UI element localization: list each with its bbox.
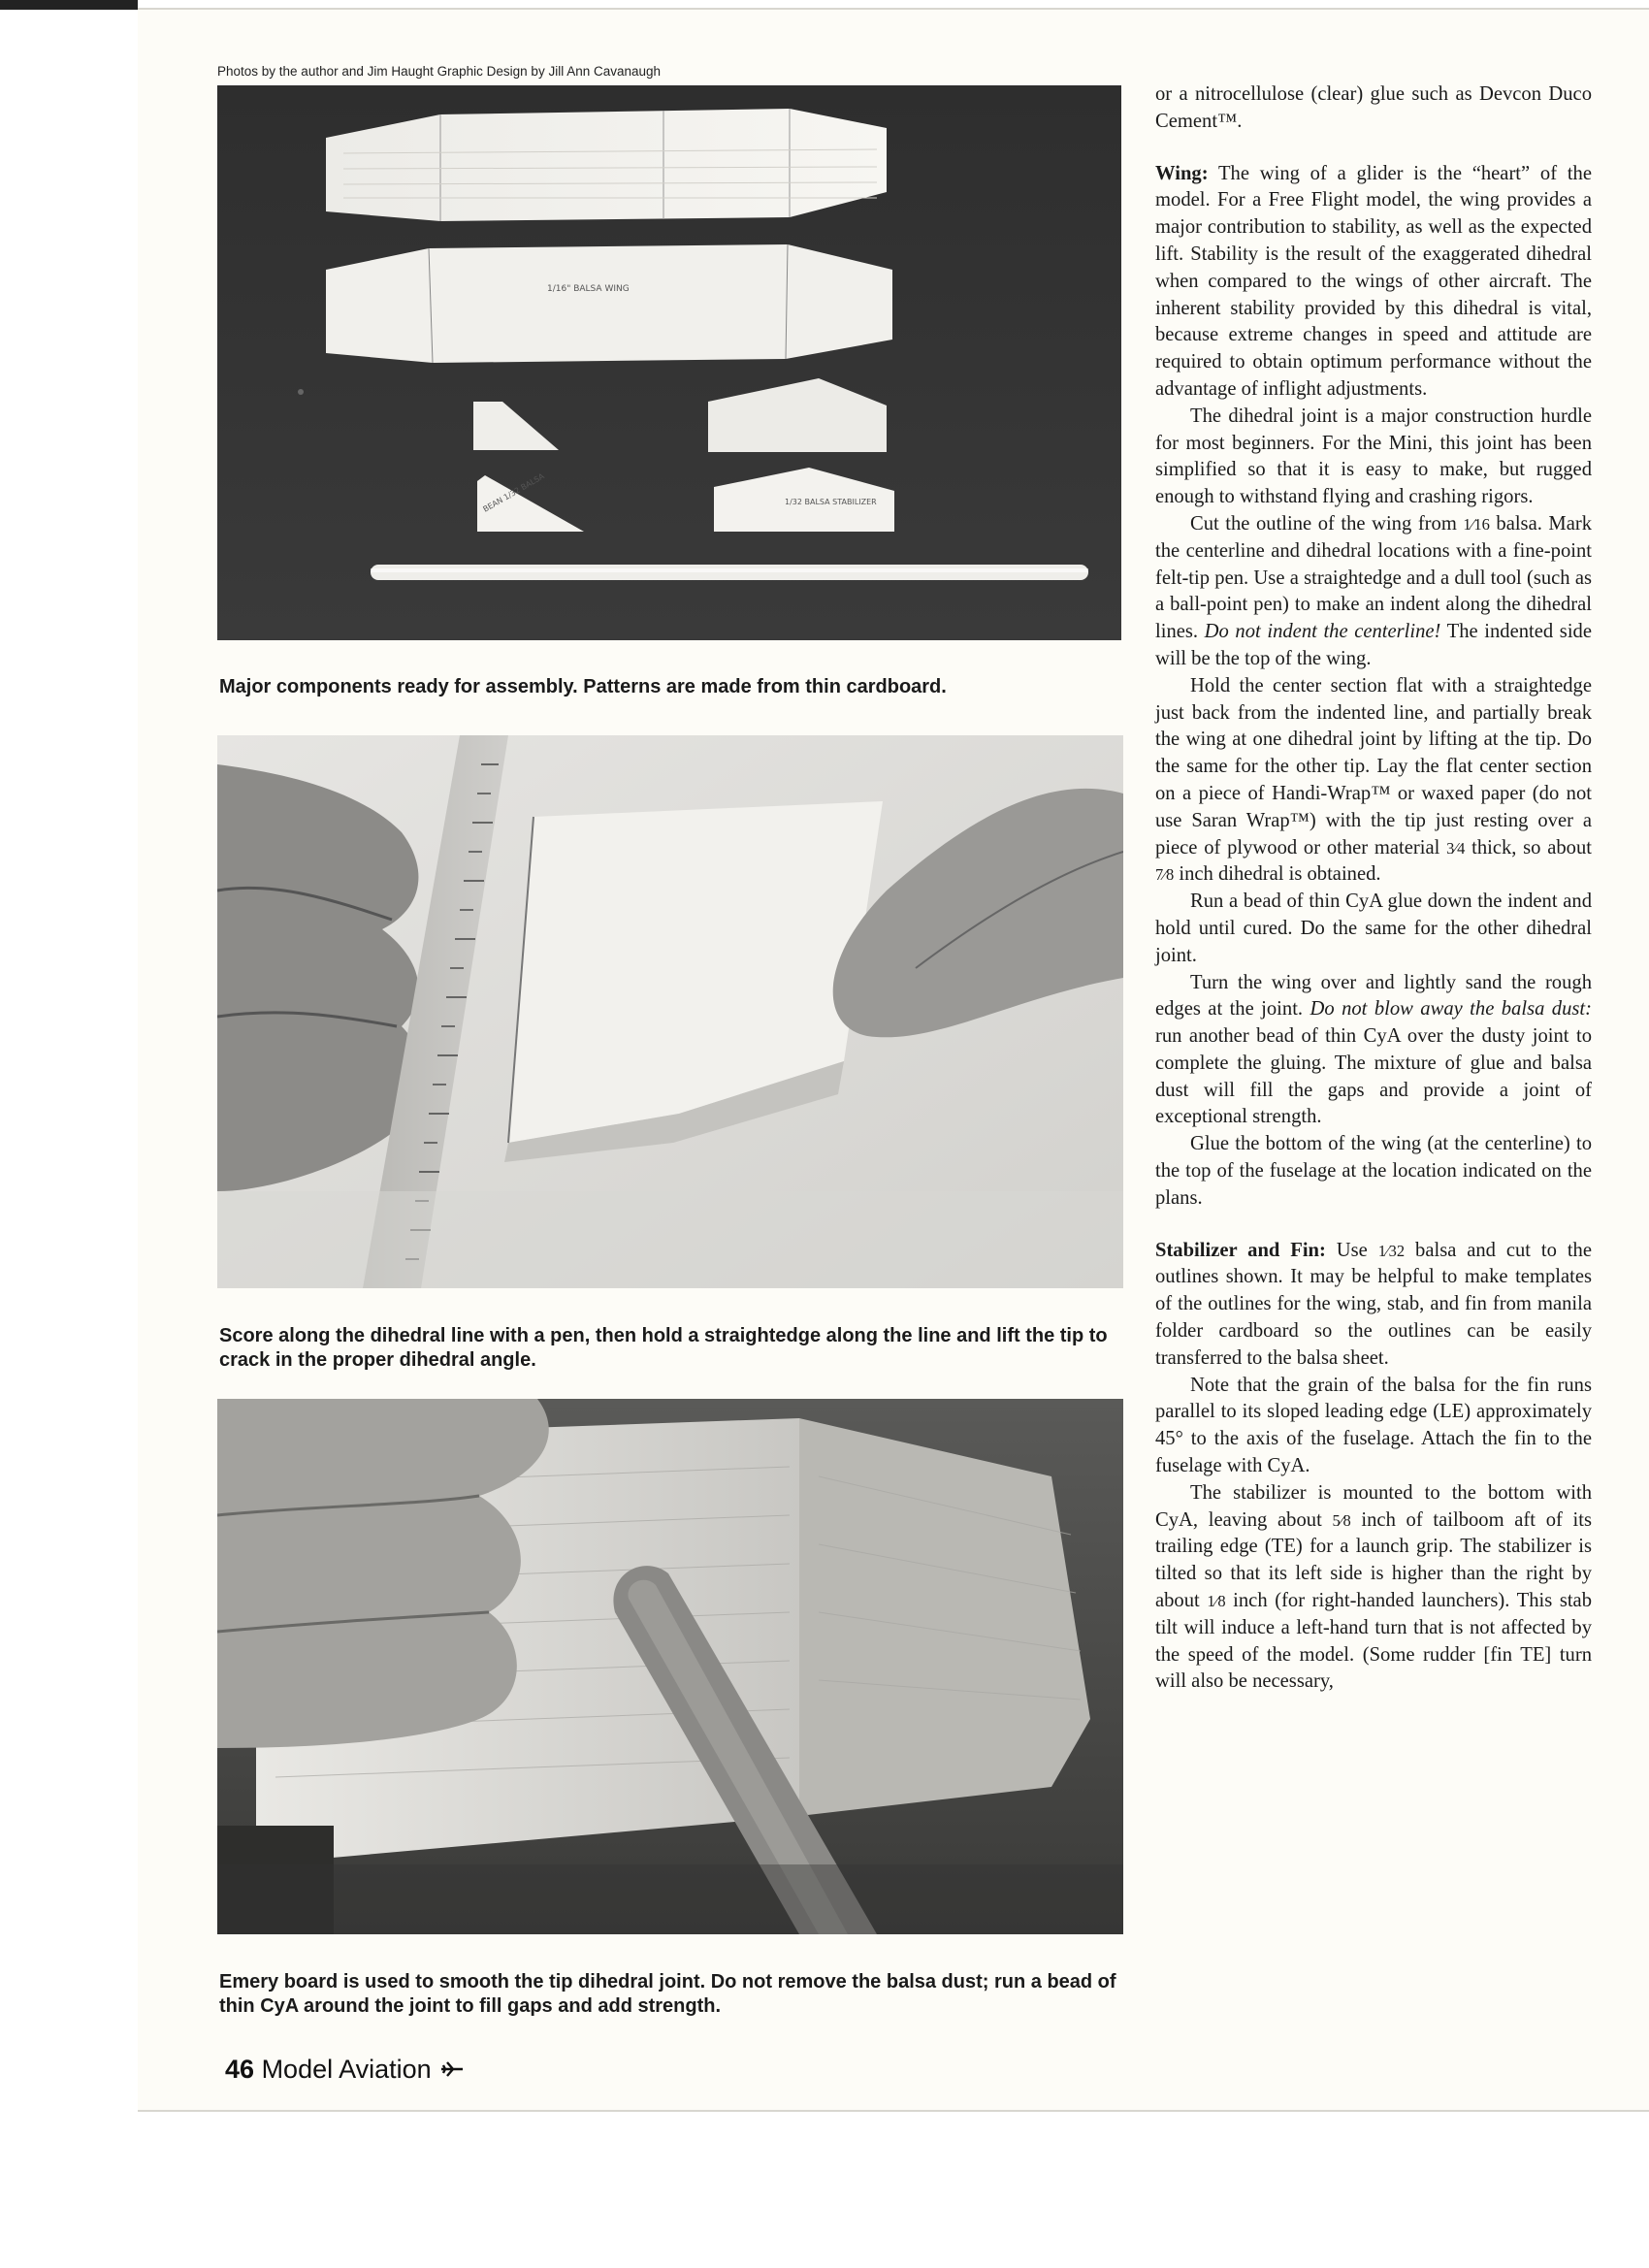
caption-emery-board: Emery board is used to smooth the tip dihedral joint. Do not remove the balsa dust; run a bead of thin CyA around the joint to fill gaps and add strength. [219,1971,1116,2017]
wing-pattern [326,109,887,221]
scan-corner-mark [0,0,138,10]
section-heading-stabilizer: Stabilizer and Fin: [1155,1239,1326,1261]
stab-label: 1/32 BALSA STABILIZER [785,498,877,506]
article-paragraph: Turn the wing over and lightly sand the rough edges at the joint. Do not blow away the balsa dust: run another bead of thin CyA over the dusty joint to complete the gluing. The mixture of glue and balsa dust will fill the gaps and provide a joint of exceptional strength. [1155,971,1592,1128]
article-paragraph: Run a bead of thin CyA glue down the indent and hold until cured. Do the same for the other dihedral joint. [1155,891,1592,966]
article-paragraph: Hold the center section flat with a straightedge just back from the indented line, and partially break the wing at one dihedral joint by lifting at the tip. Do the same for the other tip. Lay the flat center section on a piece of Handi-Wrap™ or waxed paper (do not use Saran Wrap™) with the tip just resting over a piece of plywood or other material 3⁄4 thick, so about 7⁄8 inch dihedral is obtained. [1155,674,1592,886]
photo-components [217,85,1121,640]
article-paragraph: The stabilizer is mounted to the bottom with CyA, leaving about 5⁄8 inch of tailboom aft of its trailing edge (TE) for a launch grip. The stabilizer is tilted so that its left side is higher than the right by about 1⁄8 inch (for right-handed launchers). This stab tilt will induce a left-hand turn that is not affected by the speed of the model. (Some rudder [fin TE] turn will also be necessary, [1155,1481,1592,1693]
scanner-margin [0,0,138,2268]
wing-label: 1/16" BALSA WING [547,284,630,294]
article-paragraph: or a nitrocellulose (clear) glue such as Devcon Duco Cement™. [1155,83,1592,132]
section-heading-wing: Wing: [1155,162,1209,184]
article-paragraph: The dihedral joint is a major construction hurdle for most beginners. For the Mini, this joint has been simplified so that it is easy to make, but rugged enough to withstand flying and crashing rigors. [1155,405,1592,508]
page-number: 46 [225,2055,255,2084]
article-paragraph: Note that the grain of the balsa for the fin runs parallel to its sloped leading edge (LE) approximately 45° to the axis of the fuselage. Attach the fin to the fuselage with CyA. [1155,1374,1592,1477]
page-folio [225,2055,465,2085]
article-paragraph: Cut the outline of the wing from 1⁄16 balsa. Mark the centerline and dihedral locations with a fine-point felt-tip pen. Use a straightedge and a dull tool (such as a ball-point pen) to make an indent along the dihedral lines. Do not indent the centerline! The indented side will be the top of the wing. [1155,512,1592,669]
fin-label: BEAN 1/32 BALSA [481,471,546,514]
wing-balsa [326,244,892,363]
magazine-title: Model Aviation [261,2055,432,2084]
airplane-icon [439,2058,465,2080]
photo-emery-board [217,1399,1123,1934]
article-paragraph: Glue the bottom of the wing (at the centerline) to the top of the fuselage at the location indicated on the plans. [1155,1133,1592,1209]
article-column [1155,81,1592,1696]
left-hand [217,1399,549,1748]
article-paragraph: Stabilizer and Fin: Use 1⁄32 balsa and cut to the outlines shown. It may be helpful to make templates of the outlines for the wing, stab, and fin from manila folder cardboard so the outlines can be easily transferred to the balsa sheet. [1155,1239,1592,1369]
article-paragraph: Wing: The wing of a glider is the “heart” of the model. For a Free Flight model, the wing provides a major contribution to stability, as well as the expected lift. Stability is the result of the exaggerated dihedral when compared to the wings of other aircraft. The inherent stability provided by this dihedral is vital, because extreme changes in speed and attitude are required to obtain optimum performance without the advantage of inflight adjustments. [1155,162,1592,400]
photo-credit: Photos by the author and Jim Haught Graphic Design by Jill Ann Cavanaugh [217,64,662,79]
caption-components: Major components ready for assembly. Patterns are made from thin cardboard. [219,676,947,697]
caption-scoring: Score along the dihedral line with a pen, then hold a straightedge along the line and lift the tip to crack in the proper dihedral angle. [219,1325,1108,1371]
balsa-wing-tip-panel [799,1418,1090,1816]
photo-scoring-dihedral [217,735,1123,1288]
